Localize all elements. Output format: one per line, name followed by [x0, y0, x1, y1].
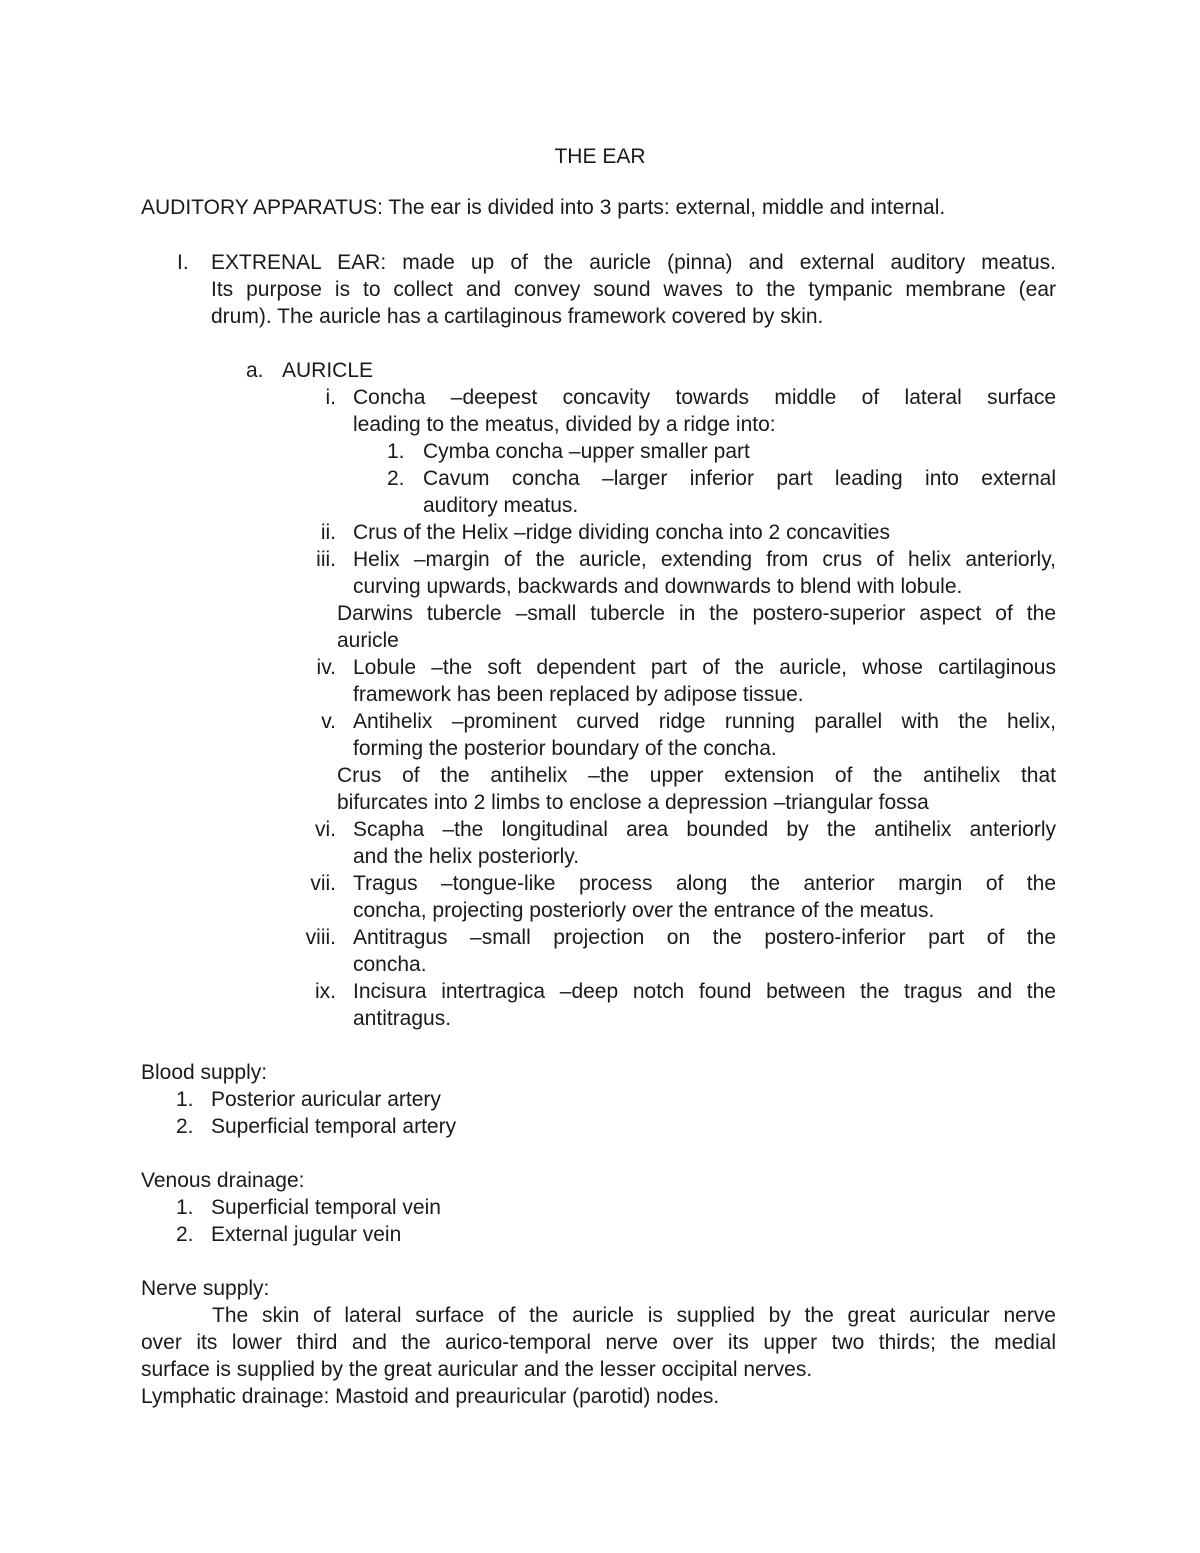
list-marker: 2.	[176, 1223, 194, 1246]
item-marker: vii.	[310, 872, 336, 895]
item-line: auricle	[337, 629, 399, 652]
item-marker: ix.	[315, 980, 336, 1003]
nerve-line: over its lower third and the aurico-temporal nerve over its upper two thirds; the medial	[141, 1331, 1056, 1354]
section-line: EXTRENAL EAR: made up of the auricle (pinna) and external auditory meatus.	[211, 251, 1056, 274]
item-line: concha.	[353, 953, 427, 976]
list-item: Posterior auricular artery	[211, 1088, 441, 1111]
item-line: Crus of the Helix –ridge dividing concha into 2 concavities	[353, 521, 890, 544]
venous-drainage-heading: Venous drainage:	[141, 1169, 305, 1192]
item-line: Darwins tubercle –small tubercle in the postero-superior aspect of the	[337, 602, 1056, 625]
item-line: forming the posterior boundary of the concha.	[353, 737, 777, 760]
item-line: bifurcates into 2 limbs to enclose a depression –triangular fossa	[337, 791, 929, 814]
item-line: Incisura intertragica –deep notch found between the tragus and the	[353, 980, 1056, 1003]
item-marker: ii.	[320, 521, 336, 544]
item-line: Lobule –the soft dependent part of the auricle, whose cartilaginous	[353, 656, 1056, 679]
page-title: THE EAR	[554, 145, 646, 168]
list-marker: 1.	[176, 1088, 194, 1111]
list-marker: 1.	[176, 1196, 194, 1219]
item-line: Antihelix –prominent curved ridge running parallel with the helix,	[353, 710, 1056, 733]
item-marker: 1.	[387, 440, 405, 463]
item-line: Helix –margin of the auricle, extending from crus of helix anteriorly,	[353, 548, 1056, 571]
item-line: antitragus.	[353, 1007, 452, 1030]
item-line: Scapha –the longitudinal area bounded by the antihelix anteriorly	[353, 818, 1056, 841]
item-line: Concha –deepest concavity towards middle of lateral surface	[353, 386, 1056, 409]
item-line: auditory meatus.	[423, 494, 579, 517]
nerve-line: The skin of lateral surface of the auricle is supplied by the great auricular nerve	[212, 1304, 1056, 1327]
item-marker: v.	[321, 710, 336, 733]
list-item: External jugular vein	[211, 1223, 402, 1246]
item-line: Cymba concha –upper smaller part	[423, 440, 750, 463]
section-line: Its purpose is to collect and convey sound waves to the tympanic membrane (ear	[211, 278, 1056, 301]
item-line: curving upwards, backwards and downwards to blend with lobule.	[353, 575, 963, 598]
lymphatic-drainage: Lymphatic drainage: Mastoid and preauricular (parotid) nodes.	[141, 1385, 720, 1408]
item-marker: i.	[325, 386, 336, 409]
item-line: Crus of the antihelix –the upper extension of the antihelix that	[337, 764, 1056, 787]
item-marker: vi.	[315, 818, 336, 841]
item-line: concha, projecting posteriorly over the entrance of the meatus.	[353, 899, 935, 922]
list-item: Superficial temporal artery	[211, 1115, 457, 1138]
item-line: Antitragus –small projection on the postero-inferior part of the	[353, 926, 1056, 949]
blood-supply-heading: Blood supply:	[141, 1061, 268, 1084]
item-marker: iv.	[316, 656, 336, 679]
item-marker: viii.	[305, 926, 336, 949]
list-marker: 2.	[176, 1115, 194, 1138]
subsection-heading: AURICLE	[282, 359, 374, 382]
section-marker: I.	[177, 251, 189, 274]
nerve-supply-heading: Nerve supply:	[141, 1277, 270, 1300]
subsection-marker: a.	[246, 359, 264, 382]
item-line: framework has been replaced by adipose tissue.	[353, 683, 804, 706]
section-line: drum). The auricle has a cartilaginous framework covered by skin.	[211, 305, 824, 328]
item-line: and the helix posteriorly.	[353, 845, 580, 868]
nerve-line: surface is supplied by the great auricular and the lesser occipital nerves.	[141, 1358, 813, 1381]
item-line: Cavum concha –larger inferior part leading into external	[423, 467, 1056, 490]
item-marker: iii.	[316, 548, 336, 571]
item-line: Tragus –tongue-like process along the anterior margin of the	[353, 872, 1056, 895]
intro-paragraph: AUDITORY APPARATUS: The ear is divided into 3 parts: external, middle and internal.	[141, 196, 946, 219]
item-line: leading to the meatus, divided by a ridge into:	[353, 413, 776, 436]
list-item: Superficial temporal vein	[211, 1196, 441, 1219]
item-marker: 2.	[387, 467, 405, 490]
